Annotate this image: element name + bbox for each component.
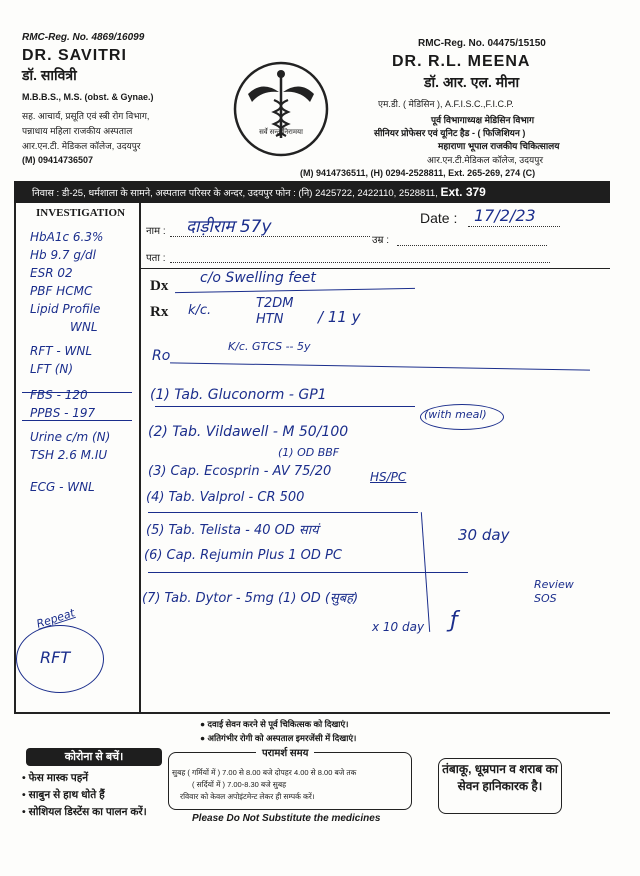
history-item: T2DM	[256, 296, 294, 311]
address-ext: Ext. 379	[440, 185, 486, 199]
investigation-item: Lipid Profile	[30, 302, 101, 316]
ro-note: K/c. GTCS -- 5y	[228, 340, 311, 353]
corona-item: • सोशियल डिस्टेंस का पालन करें।	[22, 806, 147, 818]
duration-30-days: 30 day	[458, 526, 510, 544]
right-line-3: महाराणा भूपाल राजकीय चिकित्सालय	[438, 141, 560, 151]
left-line-1: सह. आचार्य, प्रसूति एवं स्त्री रोग विभाग,	[22, 111, 150, 121]
corona-title: कोरोना से बचें।	[26, 748, 162, 766]
investigation-item: Urine c/m (N)	[30, 430, 111, 444]
medicine-underline	[148, 512, 418, 513]
investigation-item: FBS - 120	[30, 388, 88, 402]
patient-name: दाड़ीराम 57y	[186, 217, 272, 237]
right-line-4: आर.एन.टी.मेडिकल कॉलेज, उदयपुर	[427, 155, 544, 165]
with-meal: (with meal)	[424, 408, 487, 421]
address-bar	[14, 181, 610, 203]
consult-title: परामर्श समय	[256, 745, 314, 759]
right-phones: (M) 9414736511, (H) 0294-2528811, Ext. 265-269, 274 (C)	[300, 168, 536, 178]
address-line	[170, 262, 550, 263]
address-label: पता :	[146, 253, 166, 264]
investigation-heading: INVESTIGATION	[36, 207, 126, 219]
address-text: निवास : डी-25, धर्मशाला के सामने, अस्पताल परिसर के अन्दर, उदयपुर फोन : (नि) 2425722, 2422110, 2528811,	[32, 188, 438, 199]
investigation-item: LFT (N)	[30, 362, 74, 376]
history-conditions	[256, 296, 293, 328]
date-value: 17/2/23	[474, 206, 536, 225]
investigation-list	[30, 228, 110, 496]
medicine-2-dose: (1) OD BBF	[278, 446, 340, 459]
ro-underline	[170, 362, 590, 370]
frame-left	[14, 203, 16, 713]
left-line-3: आर.एन.टी. मेडिकल कॉलेज, उदयपुर	[22, 141, 141, 151]
name-line	[170, 236, 370, 237]
investigation-item: ECG - WNL	[30, 480, 95, 494]
medicine-2: (2) Tab. Vildawell - M 50/100	[148, 424, 349, 440]
footer-note-2-text: अतिगंभीर रोगी को अस्पताल इमरजेंसी में दिखाएं।	[207, 733, 357, 743]
investigation-item: ESR 02	[30, 266, 73, 280]
caduceus-logo	[232, 60, 330, 158]
corona-item: • साबुन से हाथ धोते हैं	[22, 789, 105, 801]
history-duration: / 11 y	[318, 308, 361, 326]
history-label: k/c.	[188, 303, 212, 318]
footer-note-1: ● दवाई सेवन करने से पूर्व चिकित्सक को दिखाएं।	[200, 719, 349, 729]
column-divider	[139, 203, 141, 713]
medicine-7-duration: x 10 day	[372, 620, 425, 634]
footer-note-2: ● अतिगंभीर रोगी को अस्पताल इमरजेंसी में दिखाएं।	[200, 733, 357, 743]
dx-symbol: Dx	[150, 278, 169, 294]
medicine-underline	[148, 572, 468, 573]
logo-motto: सर्वे सन्तु निरामया	[259, 129, 303, 136]
complaint: c/o Swelling feet	[200, 270, 316, 286]
date-line	[468, 226, 560, 227]
left-reg-no: RMC-Reg. No. 4869/16099	[22, 32, 145, 43]
right-qualification: एम.डी. ( मेडिसिन ), A.F.I.S.C.,F.I.C.P.	[378, 99, 514, 109]
history-item: HTN	[256, 312, 284, 327]
frame-bottom	[14, 712, 610, 714]
investigation-item: PPBS - 197	[30, 406, 96, 420]
left-line-2: पन्नाधाय महिला राजकीय अस्पताल	[22, 126, 133, 136]
investigation-item: WNL	[70, 320, 98, 334]
repeat-test: RFT	[40, 648, 71, 667]
medicine-3: (3) Cap. Ecosprin - AV 75/20	[148, 464, 332, 479]
header-divider	[139, 268, 610, 269]
complaint-underline	[175, 288, 415, 293]
name-label: नाम :	[146, 226, 166, 237]
consult-line-1: सुबह ( गर्मियों में ) 7.00 से 8.00 बजे दोपहर 4.00 से 8.00 बजे तक	[172, 768, 357, 777]
consult-details	[172, 767, 412, 803]
footer-note-1-text: दवाई सेवन करने से पूर्व चिकित्सक को दिखाएं।	[207, 719, 349, 729]
medicine-1: (1) Tab. Gluconorm - GP1	[150, 387, 327, 403]
corona-list	[22, 770, 147, 821]
medicine-6: (6) Cap. Rejumin Plus 1 OD PC	[144, 548, 342, 563]
left-doctor-name: DR. SAVITRI	[22, 47, 127, 64]
right-reg-no: RMC-Reg. No. 04475/15150	[418, 38, 546, 49]
medicine-underline	[155, 406, 415, 407]
corona-item-text: सोशियल डिस्टेंस का पालन करें।	[28, 806, 147, 818]
investigation-separator	[22, 392, 132, 393]
corona-item-text: फेस मास्क पहनें	[28, 772, 89, 784]
medicine-5: (5) Tab. Telista - 40 OD सायं	[146, 523, 319, 538]
investigation-item: TSH 2.6 M.IU	[30, 448, 108, 462]
right-line-2: सीनियर प्रोफेसर एवं यूनिट हैड - ( फिजिशियन )	[374, 128, 526, 138]
tobacco-warning: तंबाकू, धूम्रपान व शराब का सेवन हानिकारक है।	[438, 758, 562, 814]
ro-label: Ro	[152, 348, 171, 364]
investigation-item: RFT - WNL	[30, 344, 93, 358]
left-doctor-name-hindi: डॉ. सावित्री	[22, 67, 77, 83]
left-qualification: M.B.B.S., M.S. (obst. & Gynae.)	[22, 92, 154, 102]
age-label: उम्र :	[372, 235, 390, 246]
repeat-label: Repeat	[34, 606, 77, 631]
left-mobile: (M) 09414736507	[22, 155, 94, 165]
substitute-note: Please Do Not Substitute the medicines	[192, 813, 381, 824]
corona-item-text: साबुन से हाथ धोते हैं	[28, 789, 105, 801]
right-doctor-name: DR. R.L. MEENA	[392, 53, 531, 70]
rx-symbol: Rx	[150, 304, 169, 320]
medicine-3-timing: HS/PC	[370, 470, 407, 484]
medicine-4: (4) Tab. Valprol - CR 500	[146, 490, 305, 505]
consult-line-3: रविवार को केवल अपोइंटमेन्ट लेकर ही सम्पर्क करें।	[180, 792, 315, 801]
right-line-1: पूर्व विभागाध्यक्ष मेडिसिन विभाग	[431, 115, 535, 125]
investigation-separator	[22, 420, 132, 421]
age-line	[397, 245, 547, 246]
doctor-initials: ƒ	[450, 608, 458, 633]
review-note: Review SOS	[534, 578, 574, 605]
right-doctor-name-hindi: डॉ. आर. एल. मीना	[424, 74, 520, 90]
consult-line-2: ( सर्दियों में ) 7.00-8.30 बजे सुबह	[192, 780, 287, 789]
corona-item: • फेस मास्क पहनें	[22, 772, 89, 784]
investigation-item: PBF HCMC	[30, 284, 93, 298]
investigation-item: Hb 9.7 g/dl	[30, 248, 96, 262]
medicine-7: (7) Tab. Dytor - 5mg (1) OD (सुबह)	[142, 591, 359, 606]
date-label: Date :	[420, 210, 458, 226]
investigation-item: HbA1c 6.3%	[30, 230, 104, 244]
